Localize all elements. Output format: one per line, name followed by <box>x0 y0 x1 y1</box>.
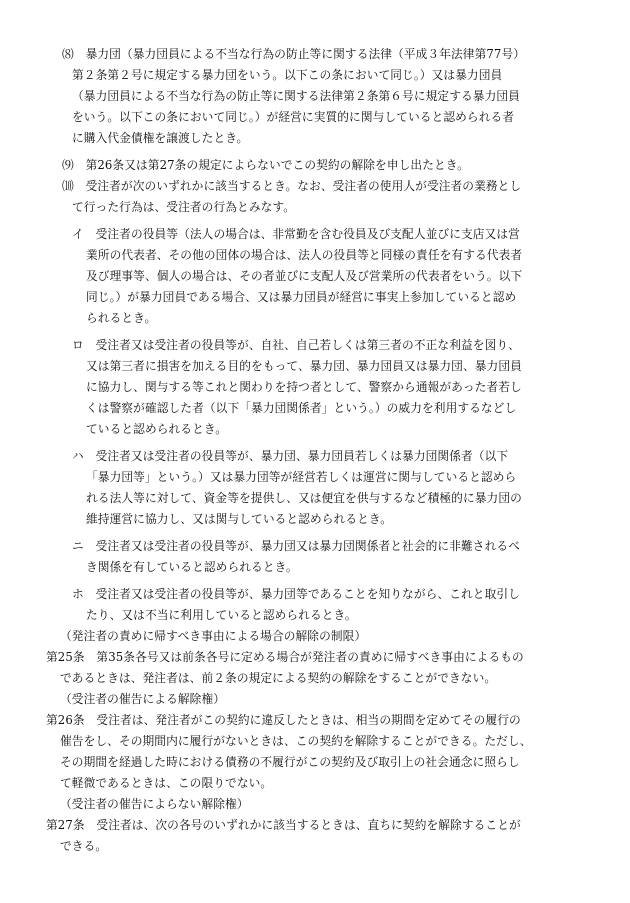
sub-ni-line-1: ニ 受注者又は受注者の役員等が、暴力団又は暴力団関係者と社会的に非難されるべ <box>72 539 520 553</box>
sub-ro-line-2: 又は第三者に損害を加える目的をもって、暴力団、暴力団員又は暴力団、暴力団員 <box>86 359 522 373</box>
sub-ha-line-2: 「暴力団等」という。）又は暴力団等が経営若しくは運営に関与していると認めら <box>86 470 517 484</box>
sub-ro-line-5: ていると認められるとき。 <box>86 422 227 436</box>
sub-i-line-5: られるとき。 <box>86 311 157 325</box>
item-9-line-1: ⑼ 第26条又は第27条の規定によらないでこの契約の解除を申し出たとき。 <box>62 158 469 172</box>
article-27-line-2: できる。 <box>60 839 108 853</box>
sub-i-line-4: 同じ。）が暴力団員である場合、又は暴力団員が経営に事実上参加していると認め <box>86 290 517 304</box>
sub-ha-line-4: 維持運営に協力し、又は関与していると認められるとき。 <box>86 512 393 526</box>
article-25-heading: （発注者の責めに帰すべき事由による場合の解除の制限） <box>60 629 367 643</box>
article-27-heading: （受注者の催告によらない解除権） <box>60 797 249 811</box>
item-10-line-2: て行った行為は、受注者の行為とみなす。 <box>72 200 296 214</box>
article-25-line-2: であるときは、発注者は、前２条の規定による契約の解除をすることができない。 <box>60 671 497 685</box>
sub-ro-line-1: ロ 受注者又は受注者の役員等が、自社、自己若しくは第三者の不正な利益を図り、 <box>72 338 520 352</box>
article-26-line-4: て軽微であるときは、この限りでない。 <box>60 776 273 790</box>
item-8-line-4: をいう。以下この条において同じ。）が経営に実質的に関与していると認められる者 <box>72 110 515 124</box>
sub-i-line-2: 業所の代表者、その他の団体の場合は、法人の役員等と同様の責任を有する代表者 <box>86 248 523 262</box>
item-8-line-1: ⑻ 暴力団（暴力団員による不当な行為の防止等に関する法律（平成３年法律第77号） <box>62 47 525 61</box>
sub-i-line-1: イ 受注者の役員等（法人の場合は、非常勤を含む役員及び支配人並びに支店又は営 <box>72 227 520 241</box>
sub-ha-line-3: れる法人等に対して、資金等を提供し、又は便宜を供与するなど積極的に暴力団の <box>86 491 522 505</box>
item-10-line-1: ⑽ 受注者が次のいずれかに該当するとき。なお、受注者の使用人が受注者の業務とし <box>62 179 522 193</box>
sub-ho-line-1: ホ 受注者又は受注者の役員等が、暴力団等であることを知りながら、これと取引し <box>72 587 520 601</box>
article-26-line-1: 第26条 受注者は、発注者がこの契約に違反したときは、相当の期間を定めてその履行の <box>46 713 521 727</box>
article-27-line-1: 第27条 受注者は、次の各号のいずれかに該当するときは、直ちに契約を解除することが <box>46 818 521 832</box>
article-26-line-2: 催告をし、その期間内に履行がないときは、この契約を解除することができる。ただし、 <box>60 734 532 748</box>
item-8-line-5: に購入代金債権を譲渡したとき。 <box>72 131 249 145</box>
sub-i-line-3: 及び理事等、個人の場合は、その者並びに支配人及び営業所の代表者をいう。以下 <box>86 269 523 283</box>
item-8-line-3: （暴力団員による不当な行為の防止等に関する法律第２条第６号に規定する暴力団員 <box>72 89 520 103</box>
sub-ho-line-2: たり、又は不当に利用していると認められるとき。 <box>86 608 357 622</box>
sub-ro-line-4: くは警察が確認した者（以下「暴力団関係者」という。）の威力を利用するなどし <box>86 401 517 415</box>
sub-ha-line-1: ハ 受注者又は受注者の役員等が、暴力団、暴力団員若しくは暴力団関係者（以下 <box>72 449 509 463</box>
article-26-line-3: その期間を経過した時における債務の不履行がこの契約及び取引上の社会通念に照らし <box>60 755 520 769</box>
article-26-heading: （受注者の催告による解除権） <box>60 692 226 706</box>
article-25-line-1: 第25条 第35条各号又は前条各号に定める場合が発注者の責めに帰すべき事由によるもの <box>46 650 524 664</box>
sub-ro-line-3: に協力し、関与する等これと関わりを持つ者として、警察から通報があった者若し <box>86 380 522 394</box>
item-8-line-2: 第２条第２号に規定する暴力団をいう。以下この条において同じ。）又は暴力団員 <box>72 68 503 82</box>
sub-ni-line-2: き関係を有していると認められるとき。 <box>86 560 298 574</box>
